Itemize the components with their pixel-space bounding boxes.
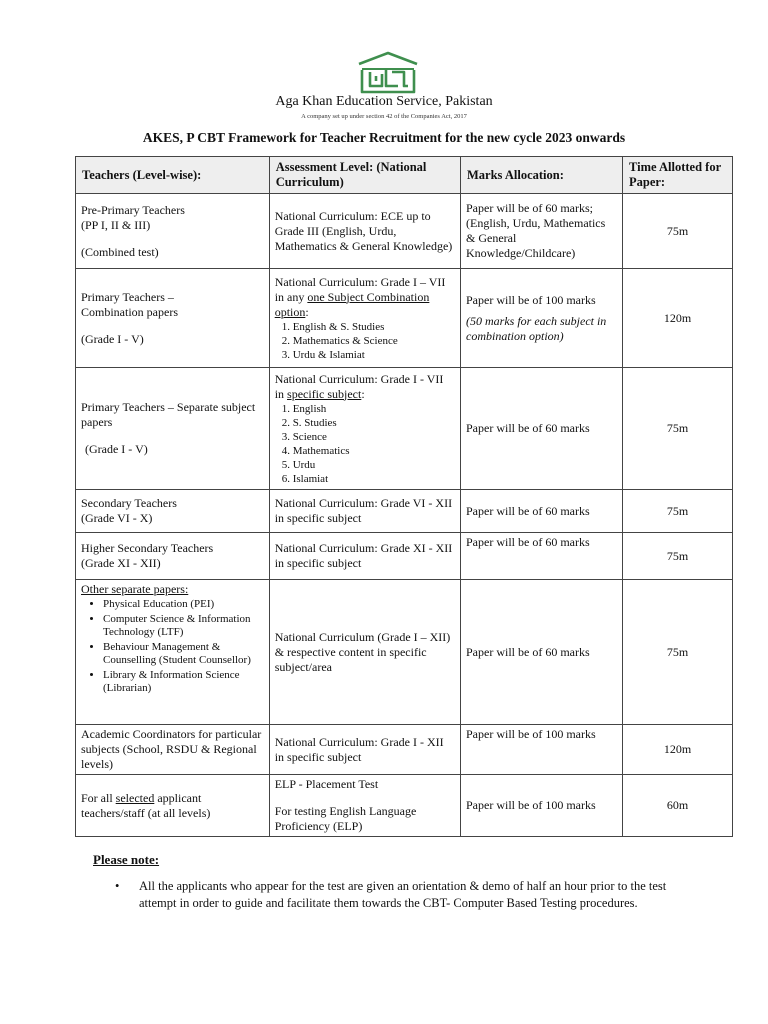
grade-range: (Grade I - V) <box>81 331 144 346</box>
cell-assessment: National Curriculum: Grade VI - XII in specific subject <box>269 490 460 533</box>
list-item: 5. Urdu <box>293 458 455 472</box>
cell-time: 120m <box>623 725 733 775</box>
cell-teachers <box>76 194 270 269</box>
table-row <box>76 775 733 837</box>
cell-time: 60m <box>623 775 733 837</box>
header-time: Time Allotted for Paper: <box>623 157 733 194</box>
cell-marks: Paper will be of 100 marks <box>461 725 623 775</box>
list-item: 2. Mathematics & Science <box>293 334 455 348</box>
assessment-underlined: one Subject Combination option <box>274 289 430 319</box>
table-row <box>76 580 733 725</box>
list-item: 2. S. Studies <box>293 416 455 430</box>
list-item: 1. English & S. Studies <box>293 320 455 334</box>
grade-range: (PP I, II & III) <box>81 217 151 232</box>
other-papers-heading: Other separate papers: <box>81 582 189 596</box>
table-header-row <box>76 157 733 194</box>
notes-list <box>115 878 695 912</box>
cell-time: 75m <box>623 490 733 533</box>
cell-assessment: National Curriculum (Grade I – XII) & respective content in specific subject/area <box>269 580 460 725</box>
teacher-level: Pre-Primary Teachers <box>81 202 185 217</box>
cell-teachers <box>76 580 270 725</box>
cell-marks <box>461 269 623 368</box>
grade-range: (Grade XI - XII) <box>81 556 161 570</box>
cell-marks: Paper will be of 60 marks; (English, Urdu, Mathematics & General Knowledge/Childcare) <box>461 194 623 269</box>
framework-table <box>75 156 733 837</box>
list-item: 3. Science <box>293 430 455 444</box>
cell-marks: Paper will be of 60 marks <box>461 490 623 533</box>
teachers-suffix: applicant teachers/staff (at all levels) <box>81 790 211 820</box>
cell-teachers <box>76 490 270 533</box>
test-type: (Combined test) <box>81 244 159 259</box>
header-assessment: Assessment Level: (National Curriculum) <box>269 157 460 194</box>
cell-time: 75m <box>623 368 733 490</box>
other-papers-list <box>81 598 264 695</box>
cell-assessment <box>269 368 460 490</box>
header-teachers: Teachers (Level-wise): <box>76 157 270 194</box>
cell-marks: Paper will be of 60 marks <box>461 533 623 580</box>
teacher-level: Primary Teachers – Separate subject papers <box>81 400 256 429</box>
paper-type: Combination papers <box>81 304 178 319</box>
organization-name: Aga Khan Education Service, Pakistan <box>275 94 493 109</box>
cell-assessment <box>269 775 460 837</box>
assessment-underlined: specific subject <box>287 386 362 401</box>
marks-text: Paper will be of 100 marks <box>466 292 596 307</box>
assessment-suffix: : <box>305 304 309 319</box>
subject-list <box>275 402 455 486</box>
akes-logo-icon <box>356 50 420 96</box>
table-row <box>76 194 733 269</box>
elp-test-name: ELP - Placement Test <box>274 777 379 791</box>
list-item: • Library & Information Science (Librarian) <box>103 669 264 695</box>
bullet-icon: • <box>115 879 120 893</box>
cell-teachers <box>76 368 270 490</box>
list-item: 4. Mathematics <box>293 444 455 458</box>
cell-assessment: National Curriculum: Grade XI - XII in specific subject <box>269 533 460 580</box>
table-row <box>76 490 733 533</box>
teacher-level: Primary Teachers – <box>81 289 174 304</box>
cell-time: 75m <box>623 580 733 725</box>
cell-marks: Paper will be of 60 marks <box>461 368 623 490</box>
header-marks: Marks Allocation: <box>461 157 623 194</box>
cell-time: 75m <box>623 533 733 580</box>
cell-time: 75m <box>623 194 733 269</box>
cell-teachers <box>76 269 270 368</box>
list-item: • Physical Education (PEI) <box>103 598 264 611</box>
teacher-level: Secondary Teachers <box>81 496 177 510</box>
table-row <box>76 368 733 490</box>
combination-list <box>275 320 455 362</box>
teacher-level: Higher Secondary Teachers <box>81 541 214 555</box>
assessment-prefix: National Curriculum: Grade I - VII in <box>274 371 444 401</box>
list-item: 1. English <box>293 402 455 416</box>
cell-teachers <box>76 533 270 580</box>
list-item: • Computer Science & Information Technology (LTF) <box>103 613 264 639</box>
document-title: AKES, P CBT Framework for Teacher Recruitment for the new cycle 2023 onwards <box>142 130 626 145</box>
table-row <box>76 725 733 775</box>
grade-range: (Grade I - V) <box>85 442 148 456</box>
cell-marks: Paper will be of 100 marks <box>461 775 623 837</box>
cell-assessment: National Curriculum: ECE up to Grade III (English, Urdu, Mathematics & General Knowledge) <box>269 194 460 269</box>
elp-description: For testing English Language Proficiency (ELP) <box>274 804 417 833</box>
cell-marks: Paper will be of 60 marks <box>461 580 623 725</box>
teachers-prefix: For all <box>81 790 116 805</box>
table-row <box>76 269 733 368</box>
teachers-underlined: selected <box>115 790 155 805</box>
marks-note: (50 marks for each subject in combination option) <box>466 313 607 343</box>
cell-time: 120m <box>623 269 733 368</box>
note-item: All the applicants who appear for the test are given an orientation & demo of half an hour prior to the test attempt in order to guide and facilitate them towards the CBT- Computer Based Testing procedures. <box>139 879 667 910</box>
cell-assessment <box>269 269 460 368</box>
list-item: • Behaviour Management & Counselling (Student Counsellor) <box>103 641 264 667</box>
list-item: 6. Islamiat <box>293 472 455 486</box>
cell-teachers: Academic Coordinators for particular subjects (School, RSDU & Regional levels) <box>76 725 270 775</box>
assessment-suffix: : <box>361 386 365 401</box>
assessment-prefix: National Curriculum: Grade I – VII in any <box>274 274 446 304</box>
cell-teachers <box>76 775 270 837</box>
grade-range: (Grade VI - X) <box>81 511 153 525</box>
organization-subtitle: A company set up under section 42 of the Companies Act, 2017 <box>301 113 467 120</box>
notes-heading: Please note: <box>93 852 160 867</box>
list-item: 3. Urdu & Islamiat <box>293 348 455 362</box>
table-row <box>76 533 733 580</box>
cell-assessment: National Curriculum: Grade I - XII in specific subject <box>269 725 460 775</box>
